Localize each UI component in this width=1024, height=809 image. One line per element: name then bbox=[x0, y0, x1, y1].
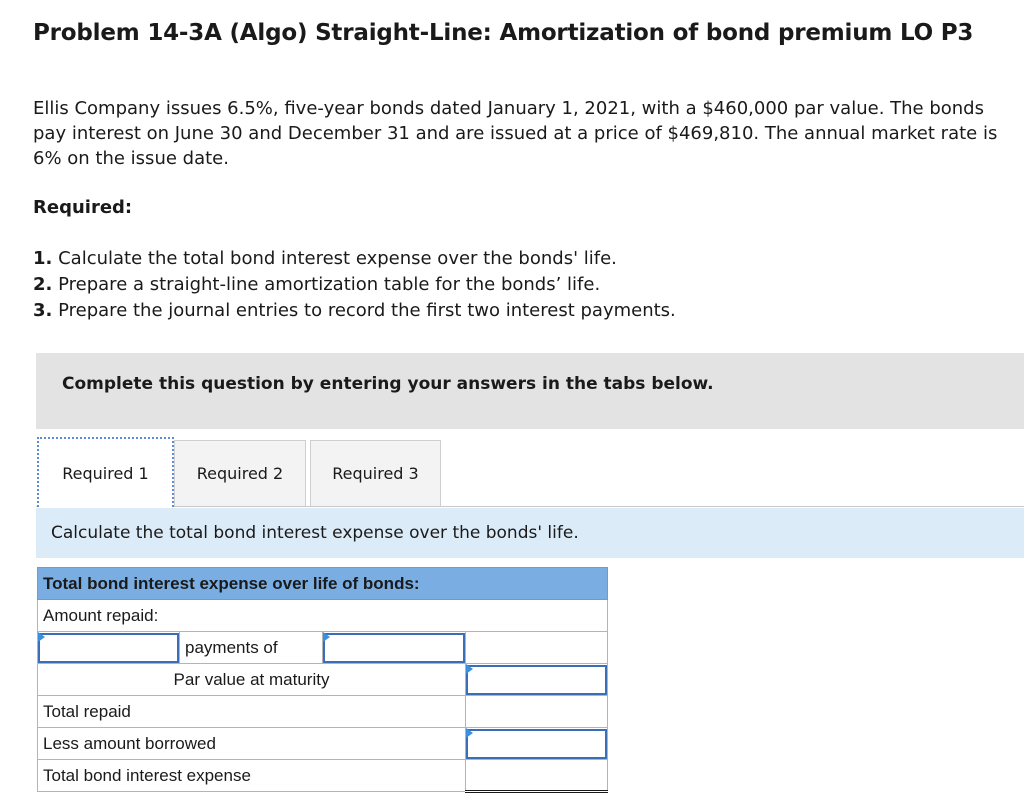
table-header: Total bond interest expense over life of bonds: bbox=[38, 568, 608, 600]
num-payments-cell bbox=[38, 632, 180, 664]
total-repaid-value bbox=[466, 696, 608, 728]
required-heading: Required: bbox=[33, 197, 133, 218]
par-value-cell bbox=[466, 664, 608, 696]
interest-expense-table bbox=[37, 567, 608, 793]
less-borrowed-label: Less amount borrowed bbox=[38, 728, 466, 760]
requirement-item bbox=[33, 298, 676, 324]
payment-amount-cell bbox=[323, 632, 466, 664]
prompt-bar bbox=[36, 508, 1024, 558]
prompt-text: Calculate the total bond interest expense over the bonds' life. bbox=[51, 523, 579, 543]
total-expense-label: Total bond interest expense bbox=[38, 760, 466, 792]
instructions-box bbox=[36, 353, 1024, 429]
problem-intro: Ellis Company issues 6.5%, five-year bonds dated January 1, 2021, with a $460,000 par value. The bonds pay interest on June 30 and December 31 and are issued at a price of $469,810. The annual market rate is 6% on the issue date. bbox=[33, 98, 998, 169]
tab-required-1[interactable]: Required 1 bbox=[37, 437, 174, 507]
requirement-number: 1. bbox=[33, 248, 53, 269]
table-header-row bbox=[38, 568, 608, 600]
par-value-label: Par value at maturity bbox=[38, 664, 466, 696]
table-row bbox=[38, 760, 608, 792]
total-expense-value bbox=[466, 760, 608, 792]
payments-of-label: payments of bbox=[180, 632, 323, 664]
total-repaid-label: Total repaid bbox=[38, 696, 466, 728]
table-row bbox=[38, 632, 608, 664]
par-value-input[interactable] bbox=[466, 665, 607, 695]
empty-cell bbox=[466, 632, 608, 664]
tab-required-3[interactable]: Required 3 bbox=[310, 440, 441, 506]
requirement-item bbox=[33, 272, 676, 298]
requirement-item bbox=[33, 246, 676, 272]
requirement-number: 2. bbox=[33, 274, 53, 295]
tab-divider bbox=[36, 506, 1024, 507]
table-row bbox=[38, 664, 608, 696]
amount-repaid-label: Amount repaid: bbox=[38, 600, 608, 632]
num-payments-input[interactable] bbox=[38, 633, 179, 663]
amount-borrowed-input[interactable] bbox=[466, 729, 607, 759]
table-row bbox=[38, 728, 608, 760]
requirement-text: Calculate the total bond interest expense over the bonds' life. bbox=[58, 248, 617, 269]
tab-bar bbox=[36, 437, 1024, 507]
requirement-text: Prepare a straight-line amortization table for the bonds’ life. bbox=[58, 274, 601, 295]
instructions-text: Complete this question by entering your answers in the tabs below. bbox=[62, 374, 714, 394]
payment-amount-input[interactable] bbox=[323, 633, 465, 663]
amount-borrowed-cell bbox=[466, 728, 608, 760]
requirements-list bbox=[33, 246, 676, 324]
tab-required-2[interactable]: Required 2 bbox=[174, 440, 306, 506]
requirement-text: Prepare the journal entries to record the first two interest payments. bbox=[58, 300, 676, 321]
table-row bbox=[38, 696, 608, 728]
problem-title: Problem 14-3A (Algo) Straight-Line: Amortization of bond premium LO P3 bbox=[33, 20, 974, 46]
requirement-number: 3. bbox=[33, 300, 53, 321]
table-row bbox=[38, 600, 608, 632]
